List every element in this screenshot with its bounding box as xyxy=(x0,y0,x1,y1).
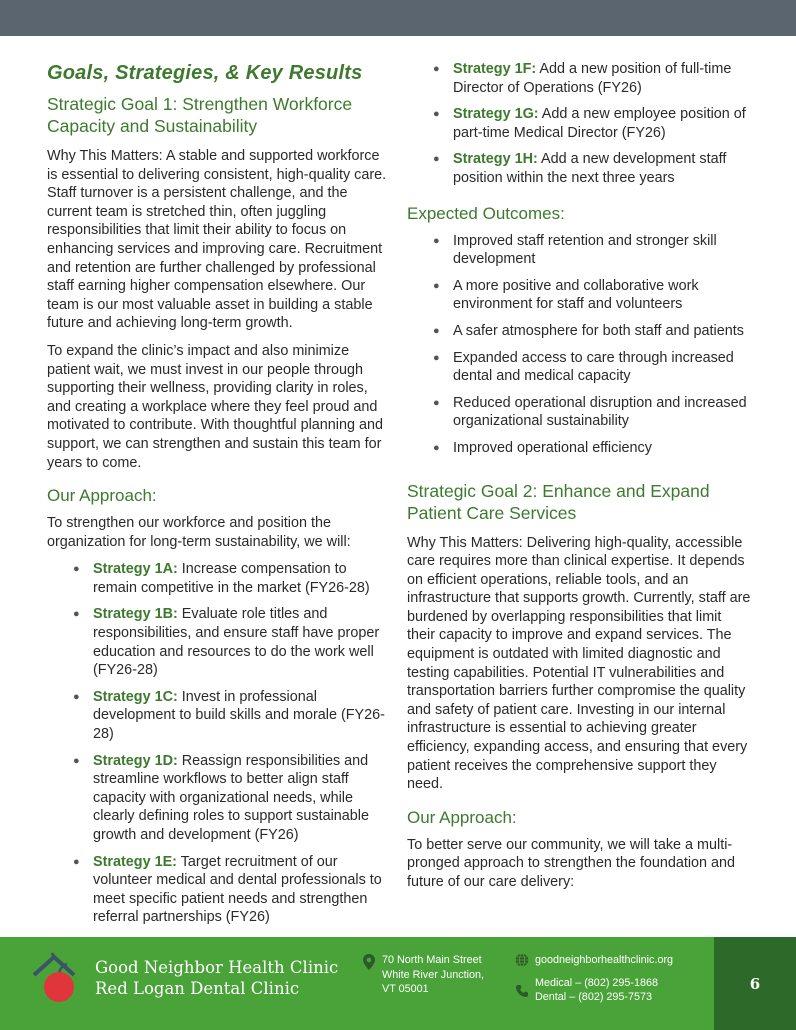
goal2-why-paragraph: Why This Matters: Delivering high-quality, accessible care requires more than clinical expertise. It depends on efficient operations, reliable tools, and an infrastructure that supports growth. Currently, staff are burdened by overlapping responsibilities that limit their capacity to improve and expand services. The equipment is outdated with limited diagnostic and testing capabilities. Potential IT vulnerabilities and transportation barriers further compromise the quality and safety of patient care. Investing in our internal infrastructure is essential to achieving greater efficiency, expanding access, and ensuring that every patient receives the comprehensive support they need. xyxy=(407,534,751,793)
goal1-strategy-list xyxy=(47,560,392,927)
goal2-heading: Strategic Goal 2: Enhance and Expand Patient Care Services xyxy=(407,480,710,523)
goal1-heading: Strategic Goal 1: Strengthen Workforce Capacity and Sustainability xyxy=(47,94,353,136)
strategy-item: ● Strategy 1D: Reassign responsibilities and streamline workflows to better align staff capacity with organizational needs, while clearly defining roles to support sustainable growth and development (FY26) xyxy=(73,752,392,845)
goal1-outcome-list xyxy=(407,232,752,458)
phone-numbers xyxy=(535,976,658,1005)
goal1-why-paragraph: Why This Matters: A stable and supported workforce is essential to delivering consistent, high-quality care. Staff turnover is a persistent challenge, and the current team is stretched thin, often juggling responsibilities that limit their ability to focus on enhancing services and improving care. Recruitment and retention are further challenged by professional staff earning higher compensation elsewhere. Our team is our most valuable asset in building a stable future and achieving long-term growth. xyxy=(47,148,387,332)
strategy-item: ● Strategy 1F: Add a new position of full-time Director of Operations (FY26) xyxy=(433,60,752,97)
footer xyxy=(0,937,796,1030)
goal2-approach-intro: To better serve our community, we will take a multi-pronged approach to strengthen the foundation and future of our care delivery: xyxy=(407,836,736,890)
outcome-item: ● Improved staff retention and stronger skill development xyxy=(433,232,752,269)
outcome-item: ● A safer atmosphere for both staff and patients xyxy=(433,322,752,341)
goal1-paragraph-2: To expand the clinic’s impact and also minimize patient wait, we must invest in our people through supporting their wellness, providing clarity in roles, and creating a workplace where they feel proud and motivated to contribute. With thoughtful planning and support, we can strengthen and sustain this team for years to come. xyxy=(47,342,383,471)
outcome-item: ● A more positive and collaborative work environment for staff and volunteers xyxy=(433,277,752,314)
address-text: 70 North Main Street White River Junction, VT 05001 xyxy=(382,954,485,995)
outcome-item: ● Improved operational efficiency xyxy=(433,439,752,458)
phone-dental[interactable]: Dental – (802) 295-7573 xyxy=(535,991,653,1003)
top-bar xyxy=(0,0,796,36)
page-number: 6 xyxy=(714,937,796,1030)
contact-block xyxy=(515,953,673,1005)
strategy-item: ● Strategy 1A: Increase compensation to remain competitive in the market (FY26-28) xyxy=(73,560,392,597)
location-pin-icon xyxy=(362,953,376,971)
clinic-names xyxy=(95,957,338,999)
phone-medical[interactable]: Medical – (802) 295-1868 xyxy=(535,976,659,989)
strategy-item: ● Strategy 1B: Evaluate role titles and responsibilities, and ensure staff have proper education and resources to do the work well (FY26-28) xyxy=(73,605,392,679)
phone-row xyxy=(515,976,673,1005)
outcome-item: ● Reduced operational disruption and increased organizational sustainability xyxy=(433,394,752,431)
strategy-item: ● Strategy 1H: Add a new development staff position within the next three years xyxy=(433,150,752,187)
goal1-approach-heading: Our Approach: xyxy=(47,486,157,506)
outcome-item: ● Expanded access to care through increased dental and medical capacity xyxy=(433,349,752,386)
globe-icon xyxy=(515,953,529,967)
clinic-name-dental: Red Logan Dental Clinic xyxy=(95,979,300,998)
goal1-strategy-list-continued xyxy=(407,60,752,188)
house-apple-logo xyxy=(32,951,90,1003)
strategy-item: ● Strategy 1E: Target recruitment of our volunteer medical and dental professionals to meet specific patient needs and strengthen referral partnerships (FY26) xyxy=(73,853,392,927)
website-row xyxy=(515,953,673,968)
left-column xyxy=(47,56,392,935)
phone-icon xyxy=(515,984,529,998)
page-title: Goals, Strategies, & Key Results xyxy=(47,62,363,84)
goal2-approach-heading: Our Approach: xyxy=(407,807,517,827)
clinic-name-health: Good Neighbor Health Clinic xyxy=(95,958,339,977)
strategy-item: ● Strategy 1C: Invest in professional development to build skills and morale (FY26-28) xyxy=(73,688,392,744)
goal1-outcomes-heading: Expected Outcomes: xyxy=(407,203,565,223)
website-link[interactable]: goodneighborhealthclinic.org xyxy=(535,954,674,966)
strategy-item: ● Strategy 1G: Add a new employee position of part-time Medical Director (FY26) xyxy=(433,105,752,142)
address-block xyxy=(362,953,484,997)
goal1-approach-intro: To strengthen our workforce and position the organization for long-term sustainability, we will: xyxy=(47,515,351,550)
right-column xyxy=(407,60,752,901)
